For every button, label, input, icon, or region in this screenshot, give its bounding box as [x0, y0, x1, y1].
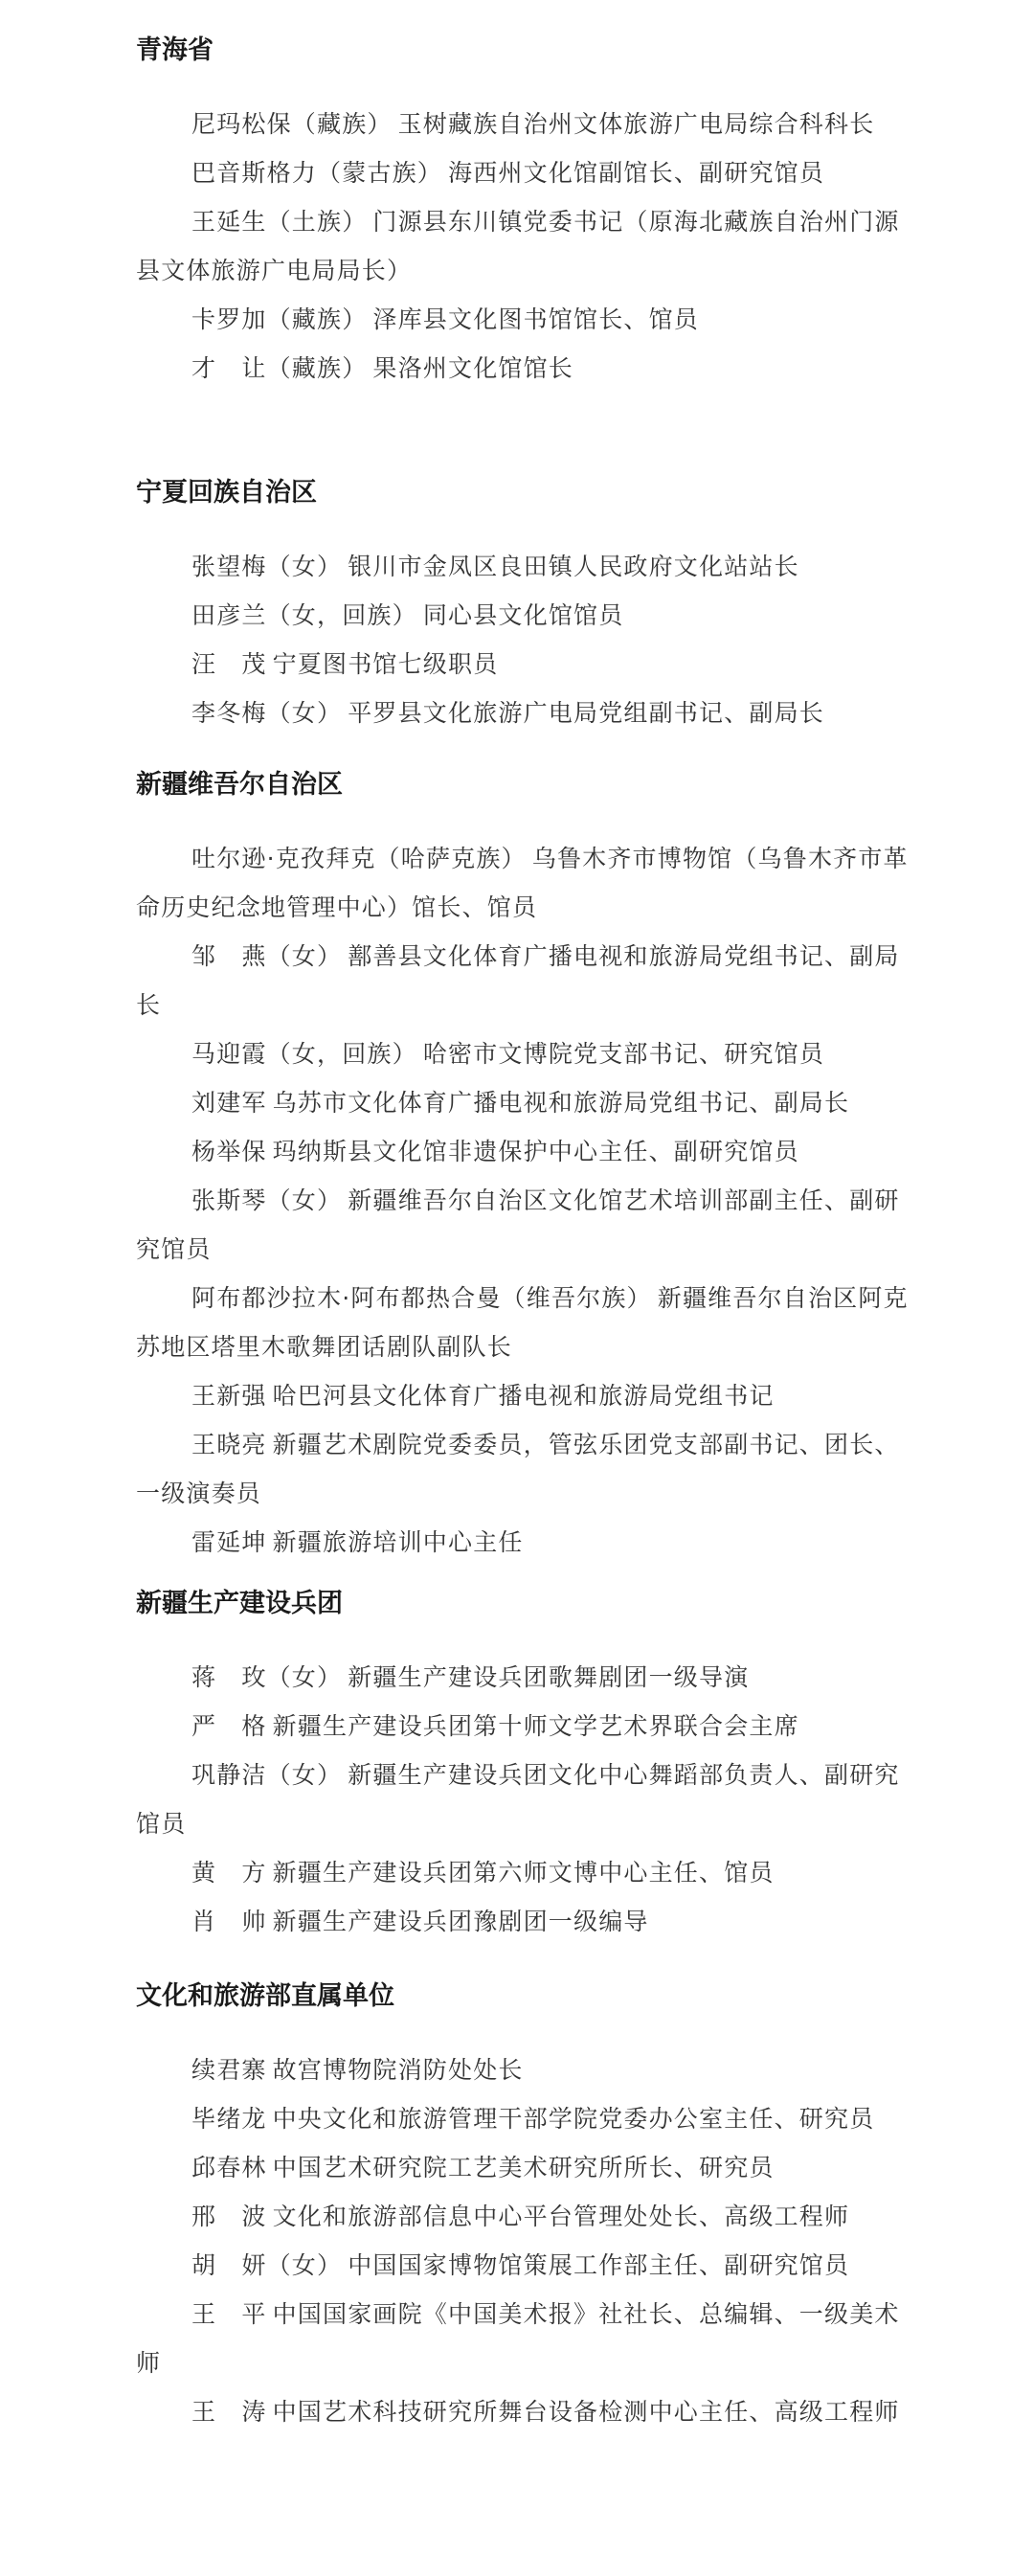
entry-list [0, 1653, 1034, 1946]
list-item [0, 2045, 1034, 2094]
person-name: 马迎霞（女，回族） [191, 1040, 417, 1068]
person-name: 张望梅（女） [191, 553, 343, 580]
person-name: 巴音斯格力（蒙古族） [191, 159, 443, 187]
person-title: 故宫博物院消防处处长 [272, 2056, 524, 2084]
list-item [0, 1653, 1034, 1702]
person-name: 巩静洁（女） [191, 1761, 343, 1789]
person-name: 王 平 [191, 2300, 267, 2328]
person-name: 刘建军 [191, 1089, 267, 1117]
section-qinghai [0, 27, 1034, 393]
person-title: 中国艺术研究院工艺美术研究所所长、研究员 [272, 2154, 775, 2181]
list-item [0, 932, 1034, 1029]
person-title: 泽库县文化图书馆馆长、馆员 [372, 305, 700, 333]
list-item [0, 640, 1034, 689]
person-title: 中国国家博物馆策展工作部主任、副研究馆员 [348, 2251, 850, 2279]
person-title: 中国国家画院《中国美术报》社社长、总编辑、一级美术师 [136, 2300, 900, 2377]
person-title: 同心县文化馆馆员 [422, 601, 624, 629]
list-item [0, 1176, 1034, 1274]
person-title: 乌苏市文化体育广播电视和旅游局党组书记、副局长 [272, 1089, 850, 1117]
list-item [0, 1518, 1034, 1567]
person-name: 邹 燕（女） [191, 942, 343, 970]
person-name: 尼玛松保（藏族） [191, 110, 393, 138]
person-name: 杨举保 [191, 1138, 267, 1165]
person-name: 王延生（土族） [191, 208, 368, 236]
list-item [0, 1274, 1034, 1371]
person-title: 新疆维吾尔自治区阿克苏地区塔里木歌舞团话剧队副队长 [136, 1284, 909, 1361]
person-title: 哈巴河县文化体育广播电视和旅游局党组书记 [272, 1382, 775, 1410]
person-name: 蒋 玫（女） [191, 1663, 343, 1691]
list-item [0, 1751, 1034, 1848]
person-name: 邱春林 [191, 2154, 267, 2181]
person-title: 新疆生产建设兵团文化中心舞蹈部负责人、副研究馆员 [136, 1761, 900, 1838]
person-title: 新疆生产建设兵团歌舞剧团一级导演 [348, 1663, 750, 1691]
person-title: 中国艺术科技研究所舞台设备检测中心主任、高级工程师 [272, 2398, 900, 2426]
list-item [0, 2290, 1034, 2387]
section-heading: 文化和旅游部直属单位 [136, 1981, 394, 2011]
person-name: 吐尔逊·克孜拜克（哈萨克族） [191, 845, 527, 872]
person-title: 海西州文化馆副馆长、副研究馆员 [448, 159, 825, 187]
person-title: 哈密市文博院党支部书记、研究馆员 [422, 1040, 825, 1068]
person-name: 严 格 [191, 1712, 267, 1740]
person-title: 玉树藏族自治州文体旅游广电局综合科科长 [397, 110, 875, 138]
person-name: 汪 茂 [191, 650, 267, 678]
person-name: 肖 帅 [191, 1908, 267, 1935]
person-name: 李冬梅（女） [191, 699, 343, 727]
entry-list [0, 834, 1034, 1567]
section-ministry-units [0, 1973, 1034, 2436]
person-name: 邢 波 [191, 2203, 267, 2230]
person-title: 新疆维吾尔自治区文化馆艺术培训部副主任、副研究馆员 [136, 1186, 900, 1263]
person-name: 王晓亮 [191, 1431, 267, 1458]
person-title: 乌鲁木齐市博物馆（乌鲁木齐市革命历史纪念地管理中心）馆长、馆员 [136, 845, 909, 921]
list-item [0, 2241, 1034, 2290]
person-title: 宁夏图书馆七级职员 [272, 650, 499, 678]
person-name: 王新强 [191, 1382, 267, 1410]
section-heading: 青海省 [136, 35, 214, 65]
person-title: 新疆生产建设兵团第十师文学艺术界联合会主席 [272, 1712, 799, 1740]
person-title: 中央文化和旅游管理干部学院党委办公室主任、研究员 [272, 2105, 875, 2133]
person-title: 文化和旅游部信息中心平台管理处处长、高级工程师 [272, 2203, 850, 2230]
section-ningxia [0, 469, 1034, 737]
list-item [0, 1127, 1034, 1176]
person-name: 毕绪龙 [191, 2105, 267, 2133]
list-item [0, 2094, 1034, 2143]
list-item [0, 100, 1034, 148]
section-heading: 新疆生产建设兵团 [136, 1589, 343, 1618]
section-heading: 新疆维吾尔自治区 [136, 770, 343, 800]
list-item [0, 344, 1034, 393]
person-name: 王 涛 [191, 2398, 267, 2426]
person-title: 平罗县文化旅游广电局党组副书记、副局长 [348, 699, 825, 727]
person-name: 张斯琴（女） [191, 1186, 343, 1214]
list-item [0, 591, 1034, 640]
list-item [0, 1702, 1034, 1751]
person-name: 续君寨 [191, 2056, 267, 2084]
list-item [0, 542, 1034, 591]
list-item [0, 1029, 1034, 1078]
list-item [0, 834, 1034, 932]
person-title: 门源县东川镇党委书记（原海北藏族自治州门源县文体旅游广电局局长） [136, 208, 900, 284]
entry-list [0, 100, 1034, 393]
list-item [0, 1371, 1034, 1420]
person-name: 胡 妍（女） [191, 2251, 343, 2279]
person-title: 鄯善县文化体育广播电视和旅游局党组书记、副局长 [136, 942, 900, 1019]
list-item [0, 2143, 1034, 2192]
list-item [0, 197, 1034, 295]
list-item [0, 148, 1034, 197]
section-xpcc [0, 1580, 1034, 1946]
person-title: 果洛州文化馆馆长 [372, 354, 574, 382]
person-title: 银川市金凤区良田镇人民政府文化站站长 [348, 553, 799, 580]
person-title: 新疆生产建设兵团豫剧团一级编导 [272, 1908, 649, 1935]
list-item [0, 2192, 1034, 2241]
entry-list [0, 2045, 1034, 2436]
person-title: 玛纳斯县文化馆非遗保护中心主任、副研究馆员 [272, 1138, 799, 1165]
list-item [0, 1897, 1034, 1946]
list-item [0, 1078, 1034, 1127]
person-name: 田彦兰（女，回族） [191, 601, 417, 629]
list-item [0, 2387, 1034, 2436]
section-heading: 宁夏回族自治区 [136, 478, 317, 508]
person-name: 雷延坤 [191, 1528, 267, 1556]
list-item [0, 1848, 1034, 1897]
person-name: 黄 方 [191, 1859, 267, 1887]
person-name: 才 让（藏族） [191, 354, 368, 382]
list-item [0, 1420, 1034, 1518]
person-title: 新疆旅游培训中心主任 [272, 1528, 524, 1556]
list-item [0, 295, 1034, 344]
person-title: 新疆艺术剧院党委委员，管弦乐团党支部副书记、团长、一级演奏员 [136, 1431, 900, 1507]
person-name: 卡罗加（藏族） [191, 305, 368, 333]
section-xinjiang [0, 761, 1034, 1567]
person-title: 新疆生产建设兵团第六师文博中心主任、馆员 [272, 1859, 775, 1887]
list-item [0, 689, 1034, 737]
entry-list [0, 542, 1034, 737]
person-name: 阿布都沙拉木·阿布都热合曼（维吾尔族） [191, 1284, 652, 1312]
